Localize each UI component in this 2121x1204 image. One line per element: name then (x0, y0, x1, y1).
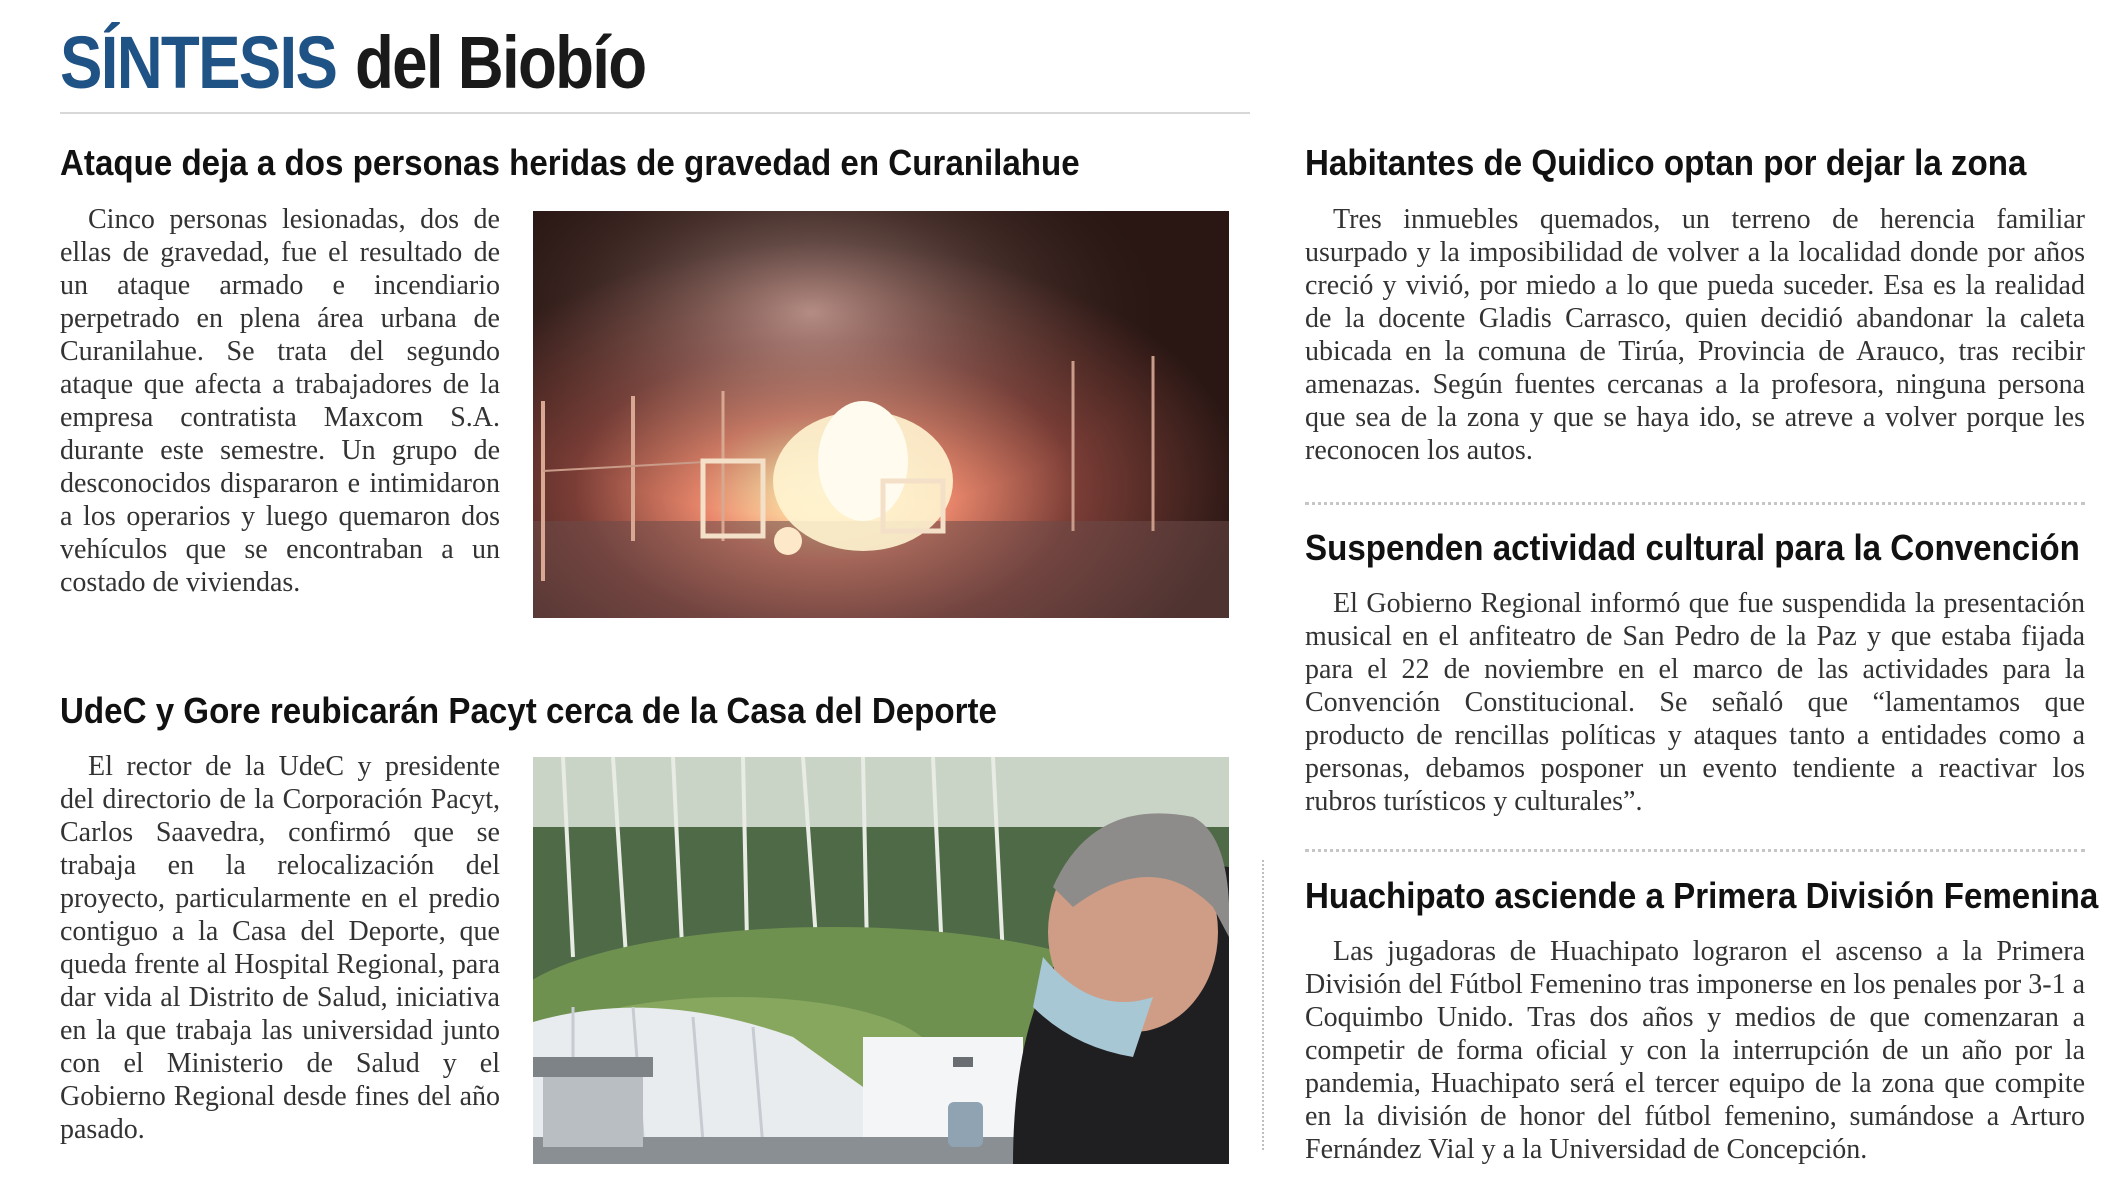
divider-1 (1305, 502, 2085, 505)
article-3-headline: Habitantes de Quidico optan por dejar la zona (1305, 142, 2027, 183)
article-2-photo-hospital-site (533, 757, 1229, 1164)
article-1-photo-burning-vehicles (533, 211, 1229, 618)
masthead-sintesis: SÍNTESIS (60, 21, 337, 104)
article-3-body: Tres inmuebles quemados, un terreno de herencia familiar usurpado y la imposibilidad de volver a la localidad donde por años creció y vivió, por miedo a lo que pueda suceder. Esa es la realidad de la docente Gladis Carrasco, quien decidió abandonar la caleta ubicada en la comuna de Tirúa, Provincia de Arauco, tras recibir amenazas. Según fuentes cercanas a la profesora, ninguna persona que sea de la zona y que se haya ido, se atreve a volver porque les reconocen los autos. (1305, 204, 2085, 466)
article-4-body: El Gobierno Regional informó que fue suspendida la presentación musical en el anfiteatro de San Pedro de la Paz y que estaba fijada para el 22 de noviembre en el marco de las actividades para la Convención Constitucional. Se señaló que “lamentamos que producto de rencillas políticas y ataques tanto a entidades como a personas, debamos posponer un evento tendiente a reactivar los rubros turísticos y culturales”. (1305, 588, 2085, 817)
article-2-body: El rector de la UdeC y presidente del directorio de la Corporación Pacyt, Carlos Saavedra, confirmó que se trabaja en la relocalización del proyecto, particularmente en el predio contiguo a la Casa del Deporte, que queda frente al Hospital Regional, para dar vida al Distrito de Salud, iniciativa en la que trabaja las universidad junto con el Ministerio de Salud y el Gobierno Regional desde fines del año pasado. (60, 751, 500, 1145)
article-1-body: Cinco personas lesionadas, dos de ellas de gravedad, fue el resultado de un ataque armado e incendiario perpetrado en plena área urbana de Curanilahue. Se trata del segundo ataque que afecta a trabajadores de la empresa contratista Maxcom S.A. durante este semestre. Un grupo de desconocidos dispararon e intimidaron a los operarios y luego quemaron dos vehículos que se encontraban a un costado de viviendas. (60, 204, 500, 598)
article-1-headline: Ataque deja a dos personas heridas de gravedad en Curanilahue (60, 142, 1080, 183)
article-4-headline: Suspenden actividad cultural para la Convención (1305, 527, 2080, 568)
divider-2 (1305, 849, 2085, 852)
masthead-rule (60, 112, 1250, 114)
article-5-body: Las jugadoras de Huachipato lograron el ascenso a la Primera División del Fútbol Femenino tras imponerse en los penales por 3-1 a Coquimbo Unido. Tras dos años y medios de que comenzaran a competir de forma oficial y con la interrupción de un año por la pandemia, Huachipato será el tercer equipo de la zona que compite en la división de honor del fútbol femenino, sumándose a Arturo Fernández Vial y a la Universidad de Concepción. (1305, 936, 2085, 1165)
masthead (60, 20, 693, 104)
column-divider (1262, 860, 1264, 1150)
masthead-del-biobio: del Biobío (355, 21, 646, 104)
article-2-headline: UdeC y Gore reubicarán Pacyt cerca de la Casa del Deporte (60, 690, 997, 731)
article-5-headline: Huachipato asciende a Primera División Femenina (1305, 875, 2099, 916)
